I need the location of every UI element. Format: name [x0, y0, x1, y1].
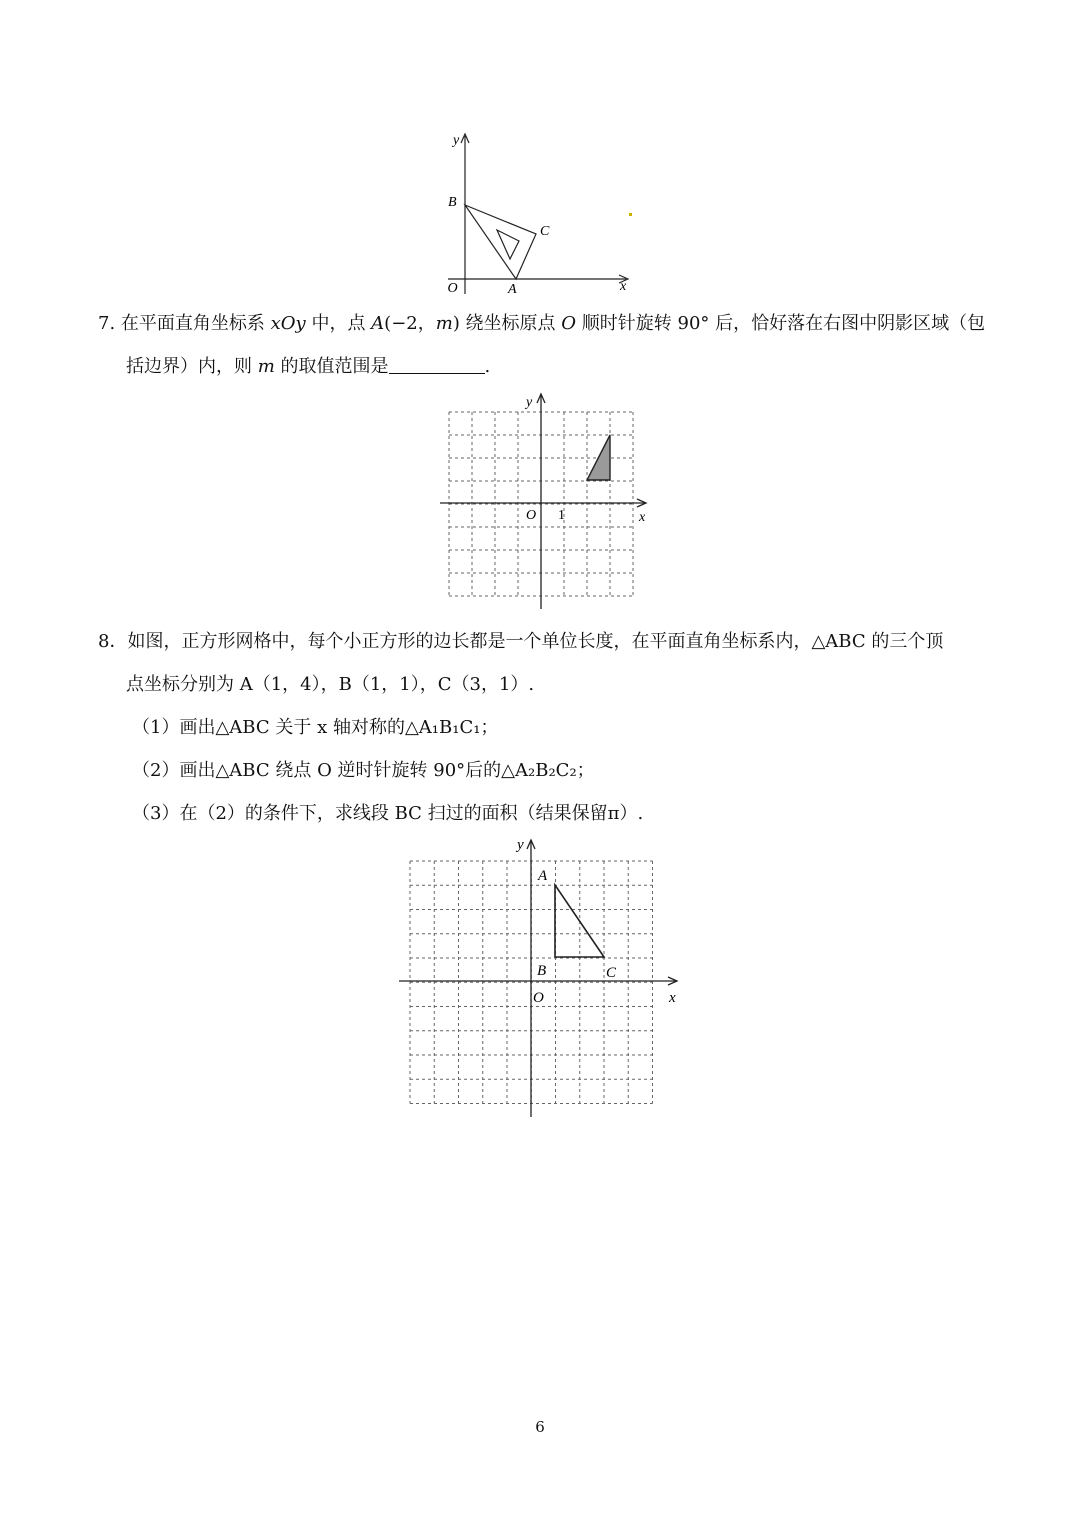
- axis-label-y: y: [526, 395, 533, 410]
- label-origin: O: [447, 279, 458, 294]
- label-origin: O: [526, 508, 537, 523]
- axis-label-x: x: [620, 279, 627, 294]
- figure8-grid: [395, 836, 685, 1122]
- axis-label-y: y: [517, 837, 524, 853]
- label-c: C: [606, 965, 617, 981]
- label-origin: O: [533, 990, 544, 1006]
- shaded-triangle: [587, 435, 610, 480]
- q8-part1: （1）画出△ABC 关于 x 轴对称的△A₁B₁C₁；: [132, 717, 499, 738]
- q7-line1: 7. 在平面直角坐标系 xOy 中，点 A(−2，m) 绕坐标原点 O 顺时针旋转 90° 后，恰好落在右图中阴影区域（包: [98, 313, 986, 334]
- q8-line2: 点坐标分别为 A（1，4），B（1，1），C（3，1）.: [126, 674, 535, 695]
- tick-label-1: 1: [558, 508, 565, 523]
- triangle-outer: [465, 205, 536, 279]
- triangle-inner: [497, 230, 519, 259]
- q8-part2: （2）画出△ABC 绕点 O 逆时针旋转 90°后的△A₂B₂C₂；: [132, 760, 595, 781]
- label-c: C: [540, 224, 550, 239]
- answer-blank[interactable]: [389, 355, 485, 374]
- axis-label-y: y: [453, 133, 460, 148]
- label-a: A: [508, 282, 517, 297]
- stray-dot: [629, 213, 632, 216]
- label-b: B: [537, 963, 547, 979]
- q8-line1: 8．如图，正方形网格中，每个小正方形的边长都是一个单位长度，在平面直角坐标系内，△ABC 的三个顶: [98, 631, 944, 652]
- label-a: A: [538, 868, 548, 884]
- axis-label-x: x: [669, 990, 676, 1006]
- label-b: B: [448, 195, 457, 210]
- figure7-grid: [438, 392, 652, 614]
- page-number: 6: [535, 1418, 545, 1436]
- q7-line2: 括边界）内，则 m 的取值范围是 .: [126, 356, 491, 377]
- figure-top-triangle: [430, 128, 640, 300]
- axis-label-x: x: [639, 510, 646, 525]
- q8-part3: （3）在（2）的条件下，求线段 BC 扫过的面积（结果保留π）.: [132, 803, 644, 824]
